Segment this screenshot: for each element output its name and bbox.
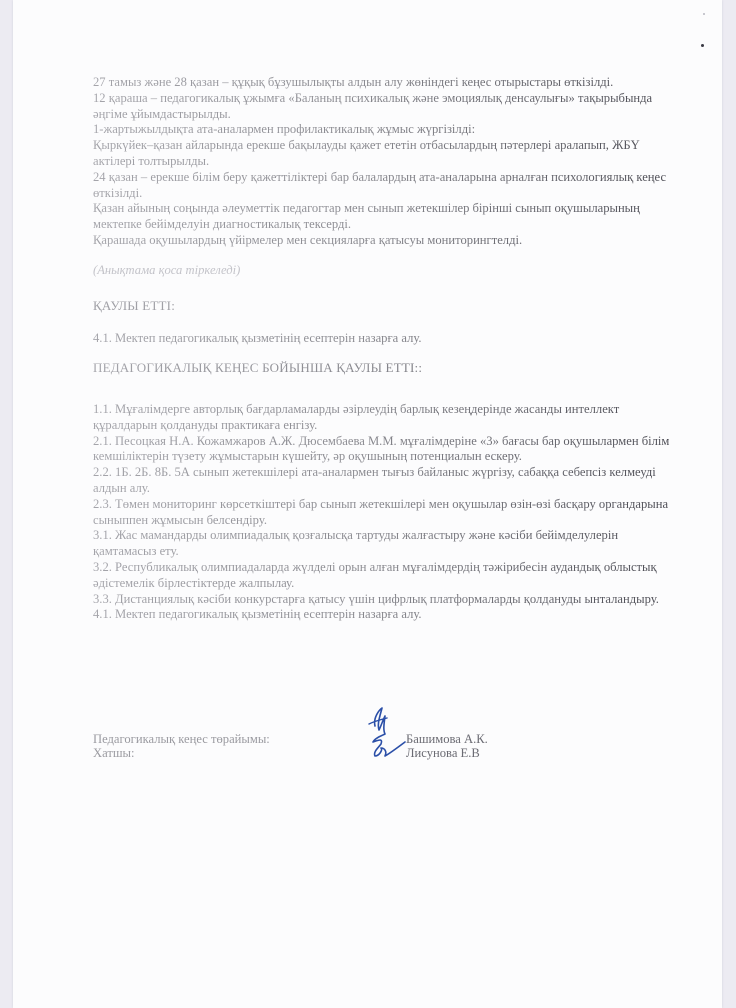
activity-line: 24 қазан – ерекше білім беру қажеттіліктері бар балалардың ата-аналарына арналған психологиялық кеңес өткізілді.: [93, 170, 673, 202]
signature-stroke: [373, 708, 405, 756]
activity-line: 12 қараша – педагогикалық ұжымға «Баланың психикалық және эмоциялық денсаулығы» тақырыбында әңгіме ұйымдастырылды.: [93, 91, 673, 123]
resolved-heading: ҚАУЛЫ ЕТТІ:: [93, 297, 176, 313]
decision-item: 4.1. Мектеп педагогикалық қызметінің есептерін назарға алу.: [93, 607, 673, 623]
signature-roles: [93, 732, 270, 760]
decision-item: 3.3. Дистанциялық кәсіби конкурстарға қатысу үшін цифрлық платформаларды қолдануды ынталандыру.: [93, 592, 673, 608]
chair-name: Башимова А.К.: [406, 732, 488, 746]
secretary-name: Лисунова Е.В: [406, 746, 480, 760]
decision-item: 3.1. Жас мамандарды олимпиадалық қозғалысқа тартуды жалғастыру және кәсіби бейімделулерін қамтамасыз ету.: [93, 528, 673, 560]
document-body: [93, 75, 673, 623]
decision-item: 2.3. Төмен мониторинг көрсеткіштері бар сынып жетекшілері мен оқушылар өзін-өзі басқару органдарына сыныппен жұмысын белсендіру.: [93, 497, 673, 529]
decision-item: 2.1. Песоцкая Н.А. Кожамжаров А.Ж. Дюсембаева М.М. мұғалімдеріне «3» бағасы бар оқушылармен білім кемшіліктерін түзету жұмыстарын күшейту, әр оқушының потенциалын ескеру.: [93, 434, 673, 466]
signature-block: [93, 730, 593, 780]
activity-list: [93, 75, 673, 249]
council-heading: ПЕДАГОГИКАЛЫҚ КЕҢЕС БОЙЫНША ҚАУЛЫ ЕТТІ::: [93, 360, 673, 376]
scan-speck: [703, 13, 705, 15]
decision-item: 3.2. Республикалық олимпиадаларда жүлделі орын алған мұғалімдердің тәжірибесін аудандық облыстық әдістемелік бірлестіктерде жалпылау.: [93, 560, 673, 592]
decision-item: 1.1. Мұғалімдерге авторлық бағдарламаларды әзірлеудің барлық кезеңдерінде жасанды интеллект құралдарын қолдануды практикаға енгізу.: [93, 402, 673, 434]
activity-line: Қарашада оқушылардың үйірмелер мен секцияларға қатысуы мониторингтелді.: [93, 233, 673, 249]
decisions-list: [93, 402, 673, 623]
handwritten-signature-icon: [361, 704, 411, 764]
signature-names: [406, 732, 488, 760]
resolved-item: 4.1. Мектеп педагогикалық қызметінің есептерін назарға алу.: [93, 331, 673, 347]
decision-item: 2.2. 1Б. 2Б. 8Б. 5А сынып жетекшілері ата-аналармен тығыз байланыс жүргізу, сабаққа себепсіз келмеуді алдын алу.: [93, 465, 673, 497]
attachment-note: (Анықтама қоса тіркеледі): [93, 262, 241, 277]
chair-role: Педагогикалық кеңес төрайымы:: [93, 732, 270, 746]
activity-line: 1-жартыжылдықта ата-аналармен профилактикалық жұмыс жүргізілді:: [93, 122, 673, 138]
activity-line: 27 тамыз және 28 қазан – құқық бұзушылықты алдын алу жөніндегі кеңес отырыстары өткізілді.: [93, 75, 673, 91]
secretary-role: Хатшы:: [93, 746, 135, 760]
activity-line: Қазан айының соңында әлеуметтік педагогтар мен сынып жетекшілер бірінші сынып оқушыларының мектепке бейімделуін диагностикалық тексерді.: [93, 201, 673, 233]
scan-speck: [701, 44, 704, 47]
activity-line: Қыркүйек–қазан айларында ерекше бақылауды қажет ететін отбасылардың пәтерлері аралапып, ЖБҮ актілері толтырылды.: [93, 138, 673, 170]
